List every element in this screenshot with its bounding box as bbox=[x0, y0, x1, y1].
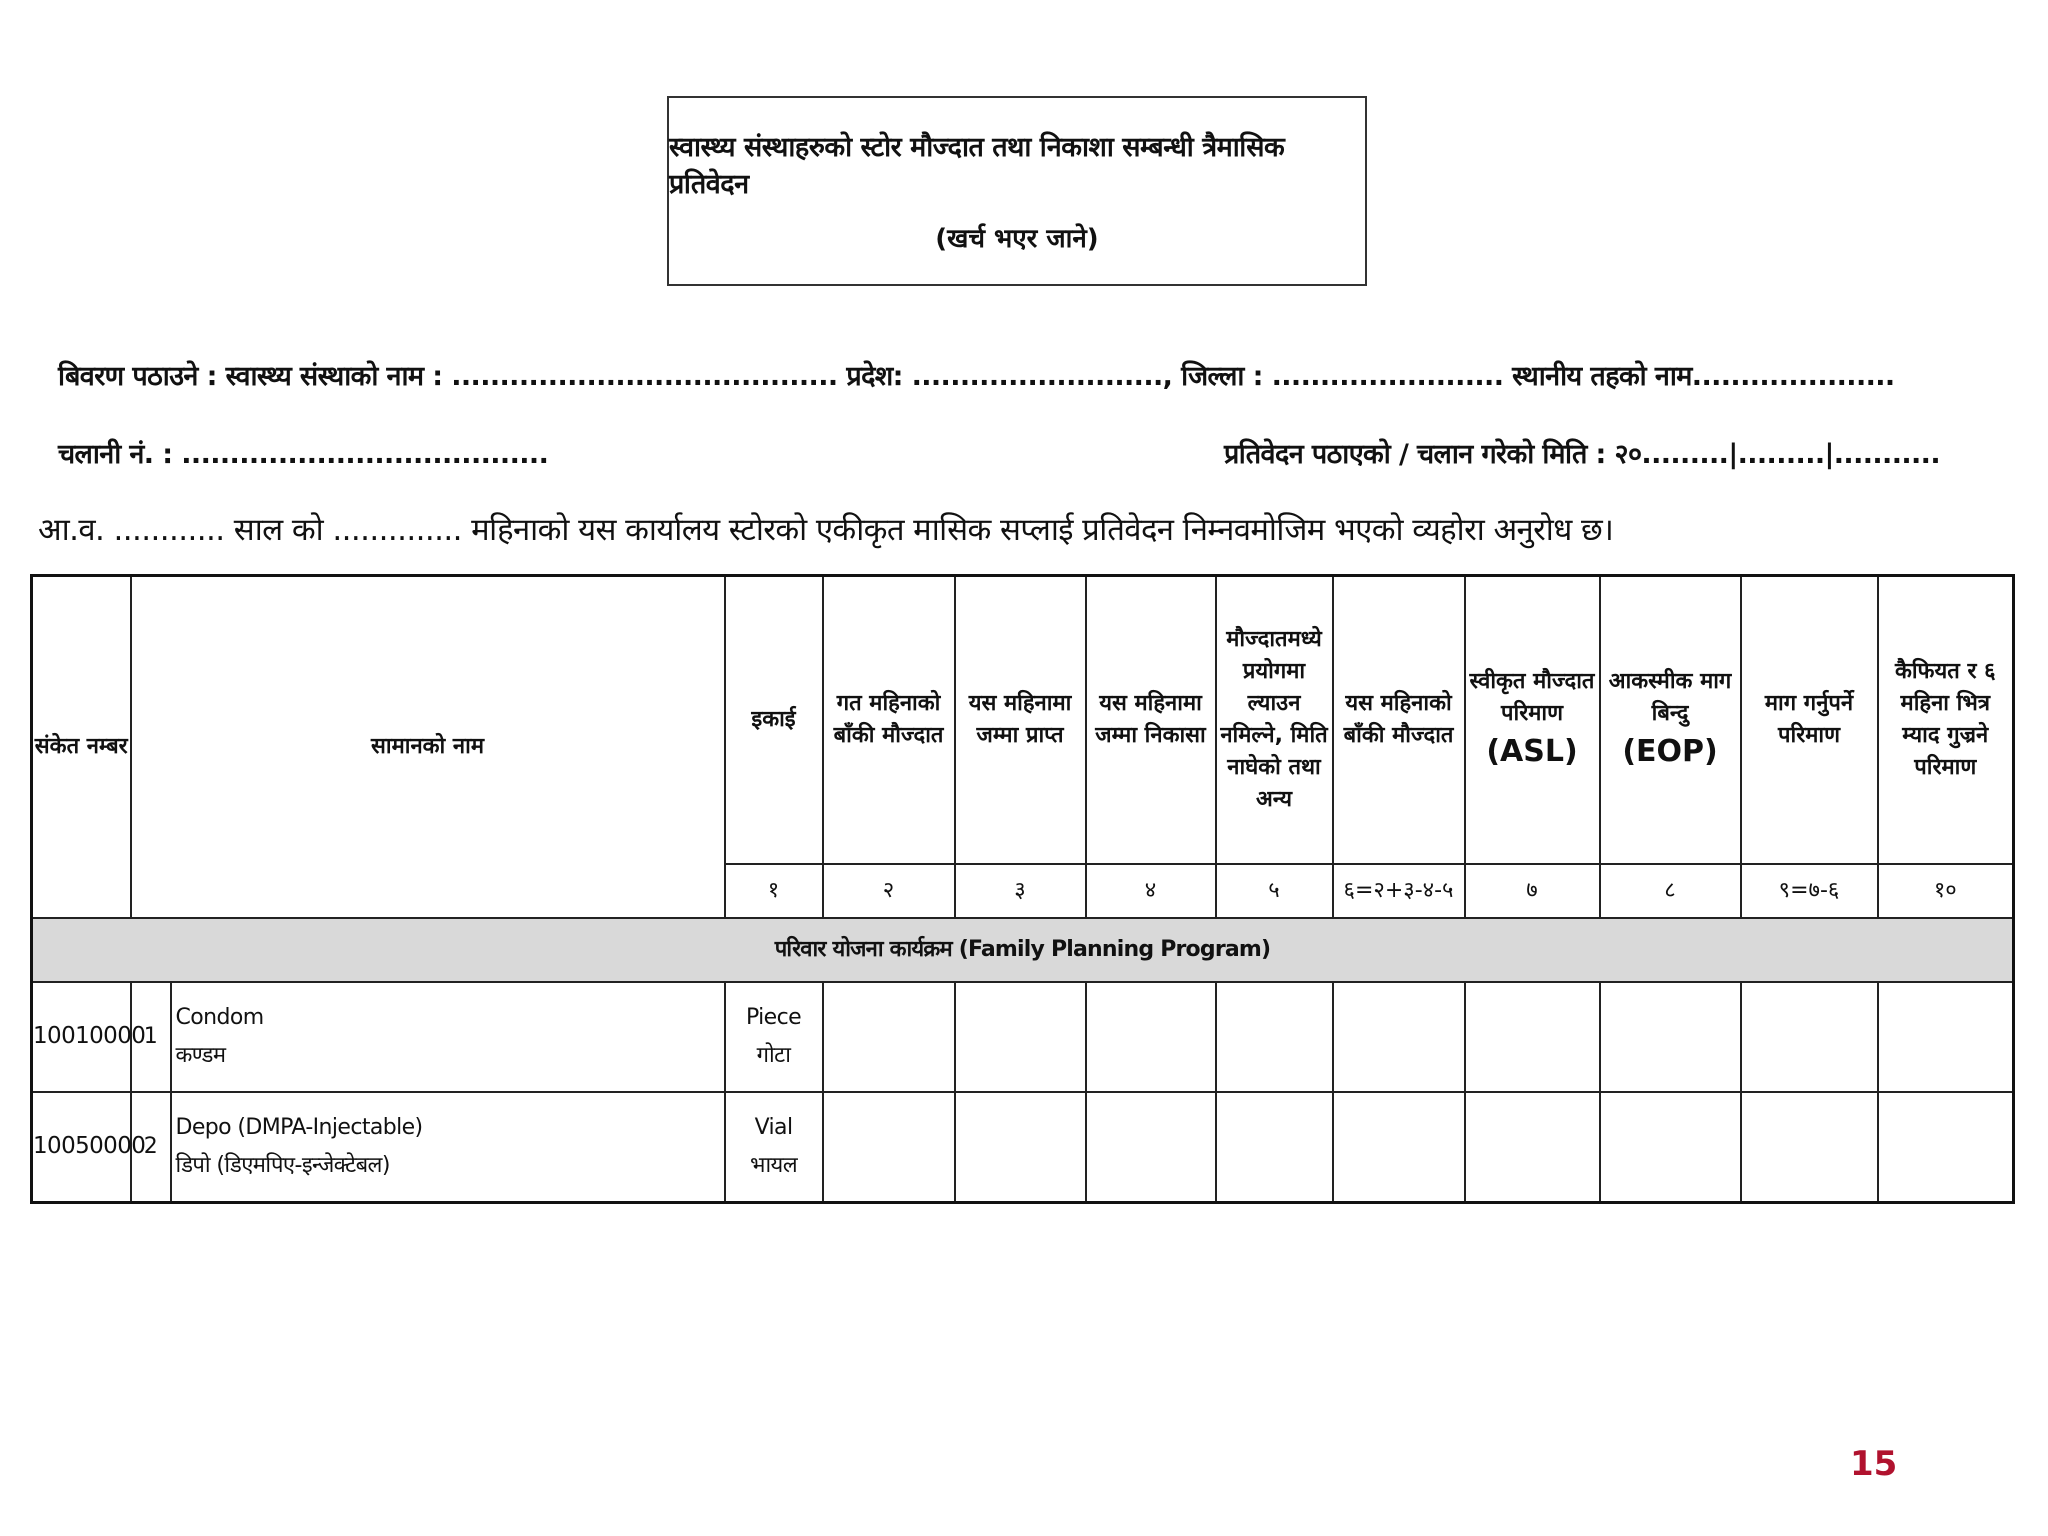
intro-statement: आ.व. ............ साल को .............. महिनाको यस कार्यालय स्टोरको एकीकृत मासिक सप्लाई प्रतिवेदन निम्नवमोजिम भएको व्यहोरा अनुरोध छ। bbox=[38, 512, 1614, 548]
column-number: २ bbox=[823, 864, 955, 918]
header-asl-label: स्वीकृत मौज्दात परिमाण bbox=[1469, 669, 1595, 727]
header-unit: इकाई bbox=[725, 576, 823, 865]
report-subtitle: (खर्च भएर जाने) bbox=[935, 224, 1099, 254]
header-balance: यस महिनाको बाँकी मौज्दात bbox=[1333, 576, 1465, 865]
header-prev-balance: गत महिनाको बाँकी मौज्दात bbox=[823, 576, 955, 865]
item-name-np: कण्डम bbox=[175, 1043, 226, 1068]
header-eop-abbr: (EOP) bbox=[1622, 734, 1718, 770]
header-asl bbox=[1465, 576, 1600, 865]
empty-cell bbox=[955, 1092, 1086, 1203]
sender-info-line: बिवरण पठाउने : स्वास्थ्य संस्थाको नाम : ........................................ प्रदेश: .........................., जिल्ला : ........................ स्थानीय तहको नाम..................... bbox=[58, 361, 1895, 392]
column-number: ५ bbox=[1216, 864, 1333, 918]
item-name-np: डिपो (डिएमपिए-इन्जेक्टेबल) bbox=[175, 1153, 390, 1178]
item-serial: 2 bbox=[131, 1092, 171, 1203]
item-name bbox=[171, 1092, 725, 1203]
column-number: १० bbox=[1878, 864, 2014, 918]
report-title: स्वास्थ्य संस्थाहरुको स्टोर मौज्दात तथा निकाशा सम्बन्धी त्रैमासिक प्रतिवेदन bbox=[669, 132, 1285, 200]
item-unit bbox=[725, 982, 823, 1092]
item-unit-np: भायल bbox=[749, 1153, 798, 1178]
column-number: ४ bbox=[1086, 864, 1216, 918]
report-title-box bbox=[667, 96, 1367, 286]
section-row bbox=[32, 918, 2014, 982]
table-row bbox=[32, 1092, 2014, 1203]
column-number: १ bbox=[725, 864, 823, 918]
empty-cell bbox=[1086, 982, 1216, 1092]
empty-cell bbox=[1741, 1092, 1878, 1203]
item-name bbox=[171, 982, 725, 1092]
table-row bbox=[32, 982, 2014, 1092]
section-title: परिवार योजना कार्यक्रम (Family Planning Program) bbox=[32, 918, 2014, 982]
item-unit-en: Piece bbox=[745, 1004, 802, 1030]
column-number: ७ bbox=[1465, 864, 1600, 918]
empty-cell bbox=[823, 982, 955, 1092]
column-number: ८ bbox=[1600, 864, 1741, 918]
empty-cell bbox=[1333, 1092, 1465, 1203]
column-number: ३ bbox=[955, 864, 1086, 918]
empty-cell bbox=[955, 982, 1086, 1092]
item-name-en: Depo (DMPA-Injectable) bbox=[175, 1114, 423, 1140]
item-code: 10010000 bbox=[32, 982, 131, 1092]
column-number: ६=२+३-४-५ bbox=[1333, 864, 1465, 918]
empty-cell bbox=[1600, 982, 1741, 1092]
header-asl-abbr: (ASL) bbox=[1486, 734, 1578, 770]
empty-cell bbox=[1333, 982, 1465, 1092]
page-number: 15 bbox=[1850, 1444, 1898, 1484]
header-received: यस महिनामा जम्मा प्राप्त bbox=[955, 576, 1086, 865]
item-name-en: Condom bbox=[175, 1004, 264, 1030]
item-serial: 1 bbox=[131, 982, 171, 1092]
header-row bbox=[32, 576, 2014, 865]
item-unit-np: गोटा bbox=[756, 1043, 791, 1068]
empty-cell bbox=[1600, 1092, 1741, 1203]
empty-cell bbox=[1741, 982, 1878, 1092]
header-unusable: मौज्दातमध्ये प्रयोगमा ल्याउन नमिल्ने, मिति नाघेको तथा अन्य bbox=[1216, 576, 1333, 865]
item-unit bbox=[725, 1092, 823, 1203]
empty-cell bbox=[1216, 982, 1333, 1092]
item-unit-en: Vial bbox=[754, 1114, 793, 1140]
empty-cell bbox=[1878, 982, 2014, 1092]
header-remarks: कैफियत र ६ महिना भित्र म्याद गुज्रने परिमाण bbox=[1878, 576, 2014, 865]
report-date-line: प्रतिवेदन पठाएको / चलान गरेको मिति : २०.........|.........|........... bbox=[1224, 439, 1940, 470]
header-item-name: सामानको नाम bbox=[131, 576, 725, 919]
empty-cell bbox=[1878, 1092, 2014, 1203]
header-issued: यस महिनामा जम्मा निकासा bbox=[1086, 576, 1216, 865]
stock-report-table bbox=[30, 574, 2015, 1204]
empty-cell bbox=[1465, 982, 1600, 1092]
empty-cell bbox=[1086, 1092, 1216, 1203]
header-eop-label: आकस्मीक माग बिन्दु bbox=[1608, 669, 1732, 727]
empty-cell bbox=[1465, 1092, 1600, 1203]
dispatch-number-line: चलानी नं. : ...................................... bbox=[58, 439, 549, 470]
column-number: ९=७-६ bbox=[1741, 864, 1878, 918]
header-code: संकेत नम्बर bbox=[32, 576, 131, 919]
header-eop bbox=[1600, 576, 1741, 865]
header-demand: माग गर्नुपर्ने परिमाण bbox=[1741, 576, 1878, 865]
item-code: 10050000 bbox=[32, 1092, 131, 1203]
empty-cell bbox=[823, 1092, 955, 1203]
empty-cell bbox=[1216, 1092, 1333, 1203]
